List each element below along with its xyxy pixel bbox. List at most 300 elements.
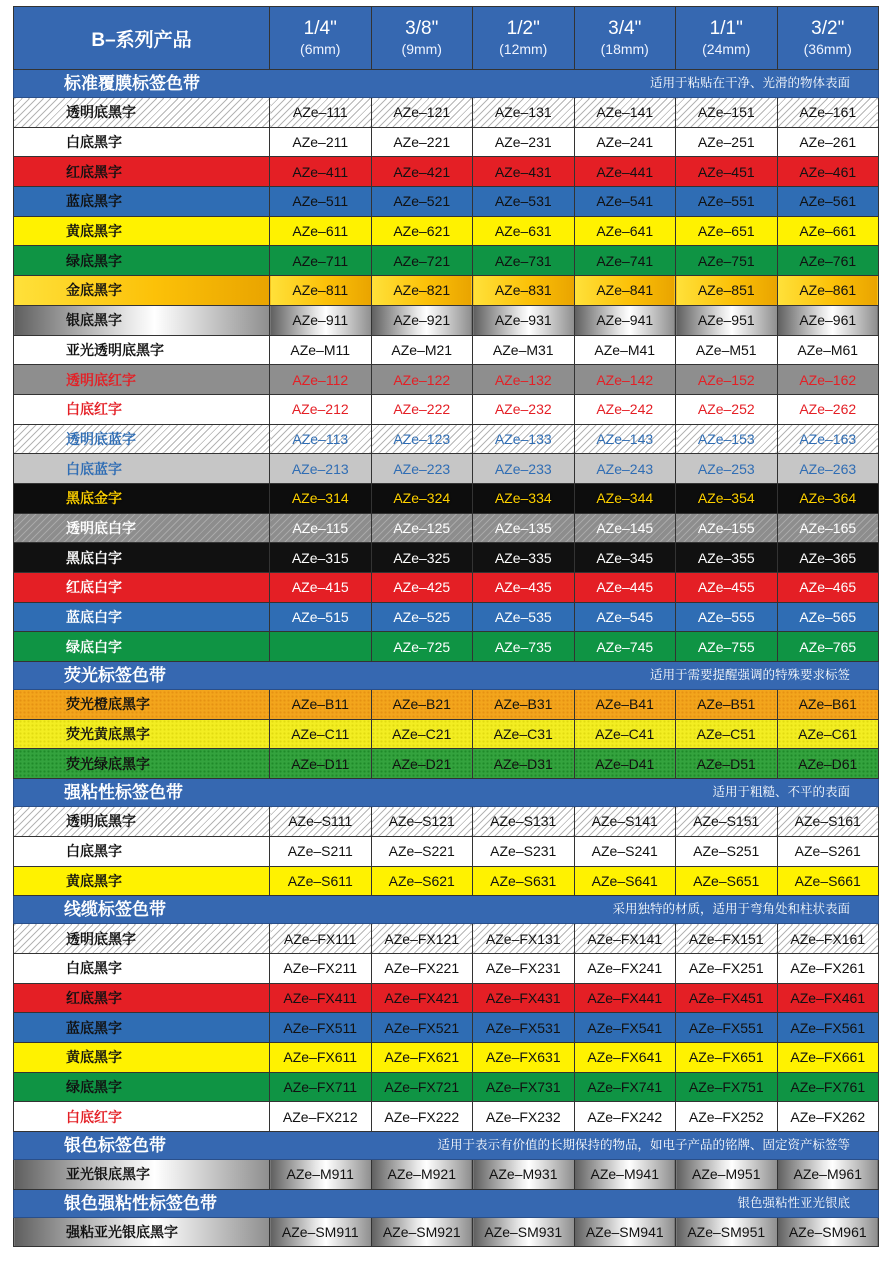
tape-color-label: 亚光银底黑字 [14,1160,270,1190]
section-header [14,779,879,807]
tape-color-label: 蓝底黑字 [14,187,270,217]
tape-color-label: 白底红字 [14,394,270,424]
tape-color-label: 蓝底黑字 [14,1013,270,1043]
product-code: AZe–143 [574,424,676,454]
tape-color-label: 透明底黑字 [14,807,270,837]
product-code: AZe–162 [777,365,879,395]
size-mm: (24mm) [702,41,751,57]
section-note: 银色强粘性亚光银底 [737,1195,850,1210]
product-code: AZe–FX121 [371,924,473,954]
product-code: AZe–S631 [473,866,575,896]
product-code: AZe–262 [777,394,879,424]
product-code: AZe–555 [676,602,778,632]
product-code: AZe–C11 [270,719,372,749]
product-code: AZe–M61 [777,335,879,365]
product-code: AZe–B11 [270,690,372,720]
product-code: AZe–S211 [270,836,372,866]
size-mm: (18mm) [600,41,649,57]
size-header-6mm [270,7,372,70]
section-header-cell [14,70,879,98]
product-code: AZe–113 [270,424,372,454]
size-inch: 1/4" [303,18,337,39]
product-code: AZe–112 [270,365,372,395]
tape-color-label: 红底白字 [14,573,270,603]
product-code: AZe–253 [676,454,778,484]
product-code: AZe–FX242 [574,1102,676,1132]
product-code: AZe–S141 [574,807,676,837]
tape-color-label: 红底黑字 [14,157,270,187]
product-code: AZe–S661 [777,866,879,896]
size-inch: 3/8" [405,18,439,39]
tape-color-label: 白底黑字 [14,127,270,157]
product-code: AZe–M51 [676,335,778,365]
section-title: 强粘性标签色带 [64,783,183,803]
product-row [14,98,879,128]
tape-color-label: 红底黑字 [14,983,270,1013]
product-code: AZe–545 [574,602,676,632]
product-code: AZe–FX511 [270,1013,372,1043]
product-row [14,632,879,662]
tape-color-label: 蓝底白字 [14,602,270,632]
product-row [14,983,879,1013]
product-code: AZe–C61 [777,719,879,749]
product-code: AZe–465 [777,573,879,603]
product-code: AZe–641 [574,216,676,246]
product-code: AZe–M931 [473,1160,575,1190]
product-code: AZe–S621 [371,866,473,896]
product-code: AZe–961 [777,305,879,335]
product-code: AZe–141 [574,98,676,128]
product-code: AZe–425 [371,573,473,603]
section-header [14,662,879,690]
product-code: AZe–152 [676,365,778,395]
tape-color-label: 绿底黑字 [14,246,270,276]
product-code: AZe–233 [473,454,575,484]
product-row [14,157,879,187]
product-code: AZe–S161 [777,807,879,837]
product-code: AZe–FX241 [574,953,676,983]
product-code: AZe–213 [270,454,372,484]
product-code: AZe–212 [270,394,372,424]
product-code: AZe–FX761 [777,1072,879,1102]
section-note: 适用于粘贴在干净、光滑的物体表面 [649,76,850,90]
product-code: AZe–451 [676,157,778,187]
product-row [14,127,879,157]
product-code: AZe–324 [371,483,473,513]
product-code: AZe–725 [371,632,473,662]
product-row [14,1072,879,1102]
product-code: AZe–415 [270,573,372,603]
product-code: AZe–521 [371,187,473,217]
product-code: AZe–FX222 [371,1102,473,1132]
product-code: AZe–821 [371,276,473,306]
section-header [14,1189,879,1217]
product-code: AZe–FX141 [574,924,676,954]
product-code: AZe–FX431 [473,983,575,1013]
product-code: AZe–S231 [473,836,575,866]
product-code: AZe–SM931 [473,1217,575,1247]
product-code: AZe–531 [473,187,575,217]
product-code: AZe–M31 [473,335,575,365]
product-code: AZe–D51 [676,749,778,779]
product-code: AZe–421 [371,157,473,187]
product-row [14,807,879,837]
product-code: AZe–355 [676,543,778,573]
product-row [14,953,879,983]
section-title: 荧光标签色带 [64,666,166,686]
product-code: AZe–D41 [574,749,676,779]
product-code: AZe–B31 [473,690,575,720]
product-code: AZe–FX651 [676,1042,778,1072]
product-code: AZe–745 [574,632,676,662]
product-code: AZe–841 [574,276,676,306]
product-code: AZe–D61 [777,749,879,779]
size-mm: (9mm) [401,41,442,57]
section-note: 适用于需要提醒强调的特殊要求标签 [649,668,850,683]
product-row [14,246,879,276]
product-row [14,749,879,779]
product-code: AZe–SM941 [574,1217,676,1247]
section-header-cell [14,1189,879,1217]
product-row [14,719,879,749]
product-code: AZe–142 [574,365,676,395]
product-code: AZe–261 [777,127,879,157]
series-title: B–系列产品 [14,7,270,70]
product-code: AZe–FX531 [473,1013,575,1043]
size-mm: (36mm) [803,41,852,57]
section-note: 采用独特的材质，适用于弯角处和柱状表面 [612,902,850,917]
product-code: AZe–FX621 [371,1042,473,1072]
product-code: AZe–SM951 [676,1217,778,1247]
product-code: AZe–FX731 [473,1072,575,1102]
product-code: AZe–C51 [676,719,778,749]
tape-color-label: 透明底黑字 [14,924,270,954]
product-code: AZe–133 [473,424,575,454]
product-code: AZe–515 [270,602,372,632]
tape-color-label: 黄底黑字 [14,216,270,246]
product-code: AZe–911 [270,305,372,335]
product-code: AZe–FX461 [777,983,879,1013]
product-code: AZe–455 [676,573,778,603]
product-code: AZe–153 [676,424,778,454]
product-code: AZe–231 [473,127,575,157]
product-code: AZe–FX261 [777,953,879,983]
size-header-12mm [473,7,575,70]
size-inch: 1/2" [506,18,540,39]
product-code: AZe–S651 [676,866,778,896]
tape-color-label: 银底黑字 [14,305,270,335]
product-code: AZe–B21 [371,690,473,720]
section-header [14,1132,879,1160]
product-code: AZe–M961 [777,1160,879,1190]
table-body [14,70,879,1247]
tape-color-label: 黑底白字 [14,543,270,573]
product-code: AZe–FX751 [676,1072,778,1102]
product-code: AZe–651 [676,216,778,246]
product-code: AZe–S241 [574,836,676,866]
product-code: AZe–FX631 [473,1042,575,1072]
product-code: AZe–755 [676,632,778,662]
product-code: AZe–FX221 [371,953,473,983]
section-note: 适用于粗糙、不平的表面 [712,785,850,800]
size-inch: 3/2" [811,18,845,39]
product-row [14,305,879,335]
product-code: AZe–621 [371,216,473,246]
product-code: AZe–155 [676,513,778,543]
product-code: AZe–811 [270,276,372,306]
product-code: AZe–631 [473,216,575,246]
section-header [14,70,879,98]
product-code: AZe–145 [574,513,676,543]
product-code: AZe–S131 [473,807,575,837]
product-row [14,187,879,217]
product-code: AZe–765 [777,632,879,662]
product-code: AZe–354 [676,483,778,513]
product-code: AZe–FX741 [574,1072,676,1102]
product-code: AZe–163 [777,424,879,454]
product-code: AZe–115 [270,513,372,543]
product-code: AZe–FX252 [676,1102,778,1132]
product-row [14,924,879,954]
product-code: AZe–211 [270,127,372,157]
product-code: AZe–565 [777,602,879,632]
product-code: AZe–M921 [371,1160,473,1190]
tape-color-label: 亚光透明底黑字 [14,335,270,365]
product-code: AZe–FX541 [574,1013,676,1043]
product-code: AZe–M911 [270,1160,372,1190]
product-code: AZe–751 [676,246,778,276]
product-code: AZe–132 [473,365,575,395]
product-code: AZe–232 [473,394,575,424]
size-inch: 1/1" [709,18,743,39]
product-code: AZe–FX411 [270,983,372,1013]
product-code: AZe–861 [777,276,879,306]
product-code: AZe–551 [676,187,778,217]
product-row [14,483,879,513]
tape-color-label: 白底红字 [14,1102,270,1132]
product-row [14,335,879,365]
product-code: AZe–611 [270,216,372,246]
product-code: AZe–165 [777,513,879,543]
product-row [14,394,879,424]
tape-color-label: 白底黑字 [14,953,270,983]
product-code: AZe–241 [574,127,676,157]
product-code: AZe–FX232 [473,1102,575,1132]
product-code: AZe–151 [676,98,778,128]
product-code: AZe–S151 [676,807,778,837]
product-code: AZe–FX641 [574,1042,676,1072]
product-code: AZe–FX611 [270,1042,372,1072]
product-code: AZe–FX262 [777,1102,879,1132]
tape-color-label: 黄底黑字 [14,1042,270,1072]
product-row [14,866,879,896]
product-code: AZe–FX441 [574,983,676,1013]
product-code: AZe–411 [270,157,372,187]
section-header-cell [14,662,879,690]
product-code: AZe–SM921 [371,1217,473,1247]
product-code: AZe–FX711 [270,1072,372,1102]
product-code: AZe–S121 [371,807,473,837]
product-row [14,836,879,866]
section-header-cell [14,779,879,807]
product-code: AZe–335 [473,543,575,573]
product-code: AZe–242 [574,394,676,424]
product-row [14,1102,879,1132]
product-code: AZe–FX111 [270,924,372,954]
size-header-24mm [676,7,778,70]
product-code: AZe–S111 [270,807,372,837]
product-code: AZe–511 [270,187,372,217]
product-code: AZe–B51 [676,690,778,720]
section-header-cell [14,896,879,924]
product-code: AZe–161 [777,98,879,128]
product-code: AZe–541 [574,187,676,217]
product-code: AZe–365 [777,543,879,573]
product-code: AZe–M11 [270,335,372,365]
product-code: AZe–721 [371,246,473,276]
tape-color-label: 荧光橙底黑字 [14,690,270,720]
size-header-18mm [574,7,676,70]
section-header [14,896,879,924]
product-code: AZe–D31 [473,749,575,779]
product-code: AZe–131 [473,98,575,128]
tape-color-label: 透明底蓝字 [14,424,270,454]
product-code: AZe–FX151 [676,924,778,954]
product-code: AZe–121 [371,98,473,128]
product-code: AZe–FX231 [473,953,575,983]
tape-color-label: 白底黑字 [14,836,270,866]
product-code: AZe–S221 [371,836,473,866]
product-code: AZe–735 [473,632,575,662]
product-code: AZe–525 [371,602,473,632]
product-table [13,6,879,1247]
product-code: AZe–B61 [777,690,879,720]
product-code: AZe–223 [371,454,473,484]
product-code: AZe–M941 [574,1160,676,1190]
product-code: AZe–535 [473,602,575,632]
product-code: AZe–711 [270,246,372,276]
product-code: AZe–135 [473,513,575,543]
product-code: AZe–FX212 [270,1102,372,1132]
product-code: AZe–221 [371,127,473,157]
product-row [14,513,879,543]
tape-color-label: 黑底金字 [14,483,270,513]
product-code: AZe–FX211 [270,953,372,983]
tape-color-label: 透明底白字 [14,513,270,543]
product-code: AZe–251 [676,127,778,157]
product-code: AZe–FX161 [777,924,879,954]
product-code: AZe–731 [473,246,575,276]
product-code: AZe–SM961 [777,1217,879,1247]
product-code: AZe–431 [473,157,575,187]
product-row [14,1013,879,1043]
tape-color-label: 透明底红字 [14,365,270,395]
product-code: AZe–S641 [574,866,676,896]
product-code: AZe–851 [676,276,778,306]
product-code: AZe–123 [371,424,473,454]
product-code: AZe–761 [777,246,879,276]
product-row [14,454,879,484]
product-code: AZe–D21 [371,749,473,779]
size-mm: (6mm) [300,41,341,57]
product-code: AZe–C21 [371,719,473,749]
product-code: AZe–FX721 [371,1072,473,1102]
product-code: AZe–122 [371,365,473,395]
product-code: AZe–661 [777,216,879,246]
product-code: AZe–951 [676,305,778,335]
size-header-36mm [777,7,879,70]
section-title: 线缆标签色带 [64,900,166,920]
product-code: AZe–S261 [777,836,879,866]
section-title: 银色标签色带 [64,1136,166,1155]
product-code: AZe–FX661 [777,1042,879,1072]
product-row [14,543,879,573]
product-code: AZe–263 [777,454,879,484]
header-row [14,7,879,70]
product-code: AZe–243 [574,454,676,484]
product-code: AZe–C41 [574,719,676,749]
tape-color-label: 荧光绿底黑字 [14,749,270,779]
tape-color-label: 强粘亚光银底黑字 [14,1217,270,1247]
product-row [14,573,879,603]
product-code: AZe–SM911 [270,1217,372,1247]
product-code: AZe–252 [676,394,778,424]
product-code: AZe–S611 [270,866,372,896]
section-note: 适用于表示有价值的长期保持的物品，如电子产品的铭牌、固定资产标签等 [437,1138,850,1152]
product-row [14,424,879,454]
tape-color-label: 荧光黄底黑字 [14,719,270,749]
product-code: AZe–435 [473,573,575,603]
section-title: 银色强粘性标签色带 [64,1193,217,1213]
product-code: AZe–125 [371,513,473,543]
product-row [14,1160,879,1190]
product-code: AZe–831 [473,276,575,306]
product-code: AZe–D11 [270,749,372,779]
size-mm: (12mm) [499,41,548,57]
product-code: AZe–FX421 [371,983,473,1013]
section-header-cell [14,1132,879,1160]
product-code: AZe–C31 [473,719,575,749]
product-code: AZe–M951 [676,1160,778,1190]
product-code: AZe–741 [574,246,676,276]
tape-color-label: 黄底黑字 [14,866,270,896]
product-code: AZe–FX561 [777,1013,879,1043]
product-code: AZe–334 [473,483,575,513]
product-row [14,1042,879,1072]
product-row [14,602,879,632]
product-code: AZe–461 [777,157,879,187]
product-row [14,216,879,246]
product-code: AZe–M21 [371,335,473,365]
product-code: AZe–222 [371,394,473,424]
product-row [14,1217,879,1247]
product-code: AZe–M41 [574,335,676,365]
product-code: AZe–561 [777,187,879,217]
product-code: AZe–325 [371,543,473,573]
product-code: AZe–FX131 [473,924,575,954]
product-code: AZe–344 [574,483,676,513]
product-code: AZe–FX451 [676,983,778,1013]
tape-color-label: 透明底黑字 [14,98,270,128]
product-code: AZe–345 [574,543,676,573]
size-inch: 3/4" [608,18,642,39]
section-title: 标准覆膜标签色带 [64,74,200,93]
product-code: AZe–111 [270,98,372,128]
product-code: AZe–314 [270,483,372,513]
tape-product-chart [13,6,878,1247]
tape-color-label: 金底黑字 [14,276,270,306]
product-row [14,365,879,395]
